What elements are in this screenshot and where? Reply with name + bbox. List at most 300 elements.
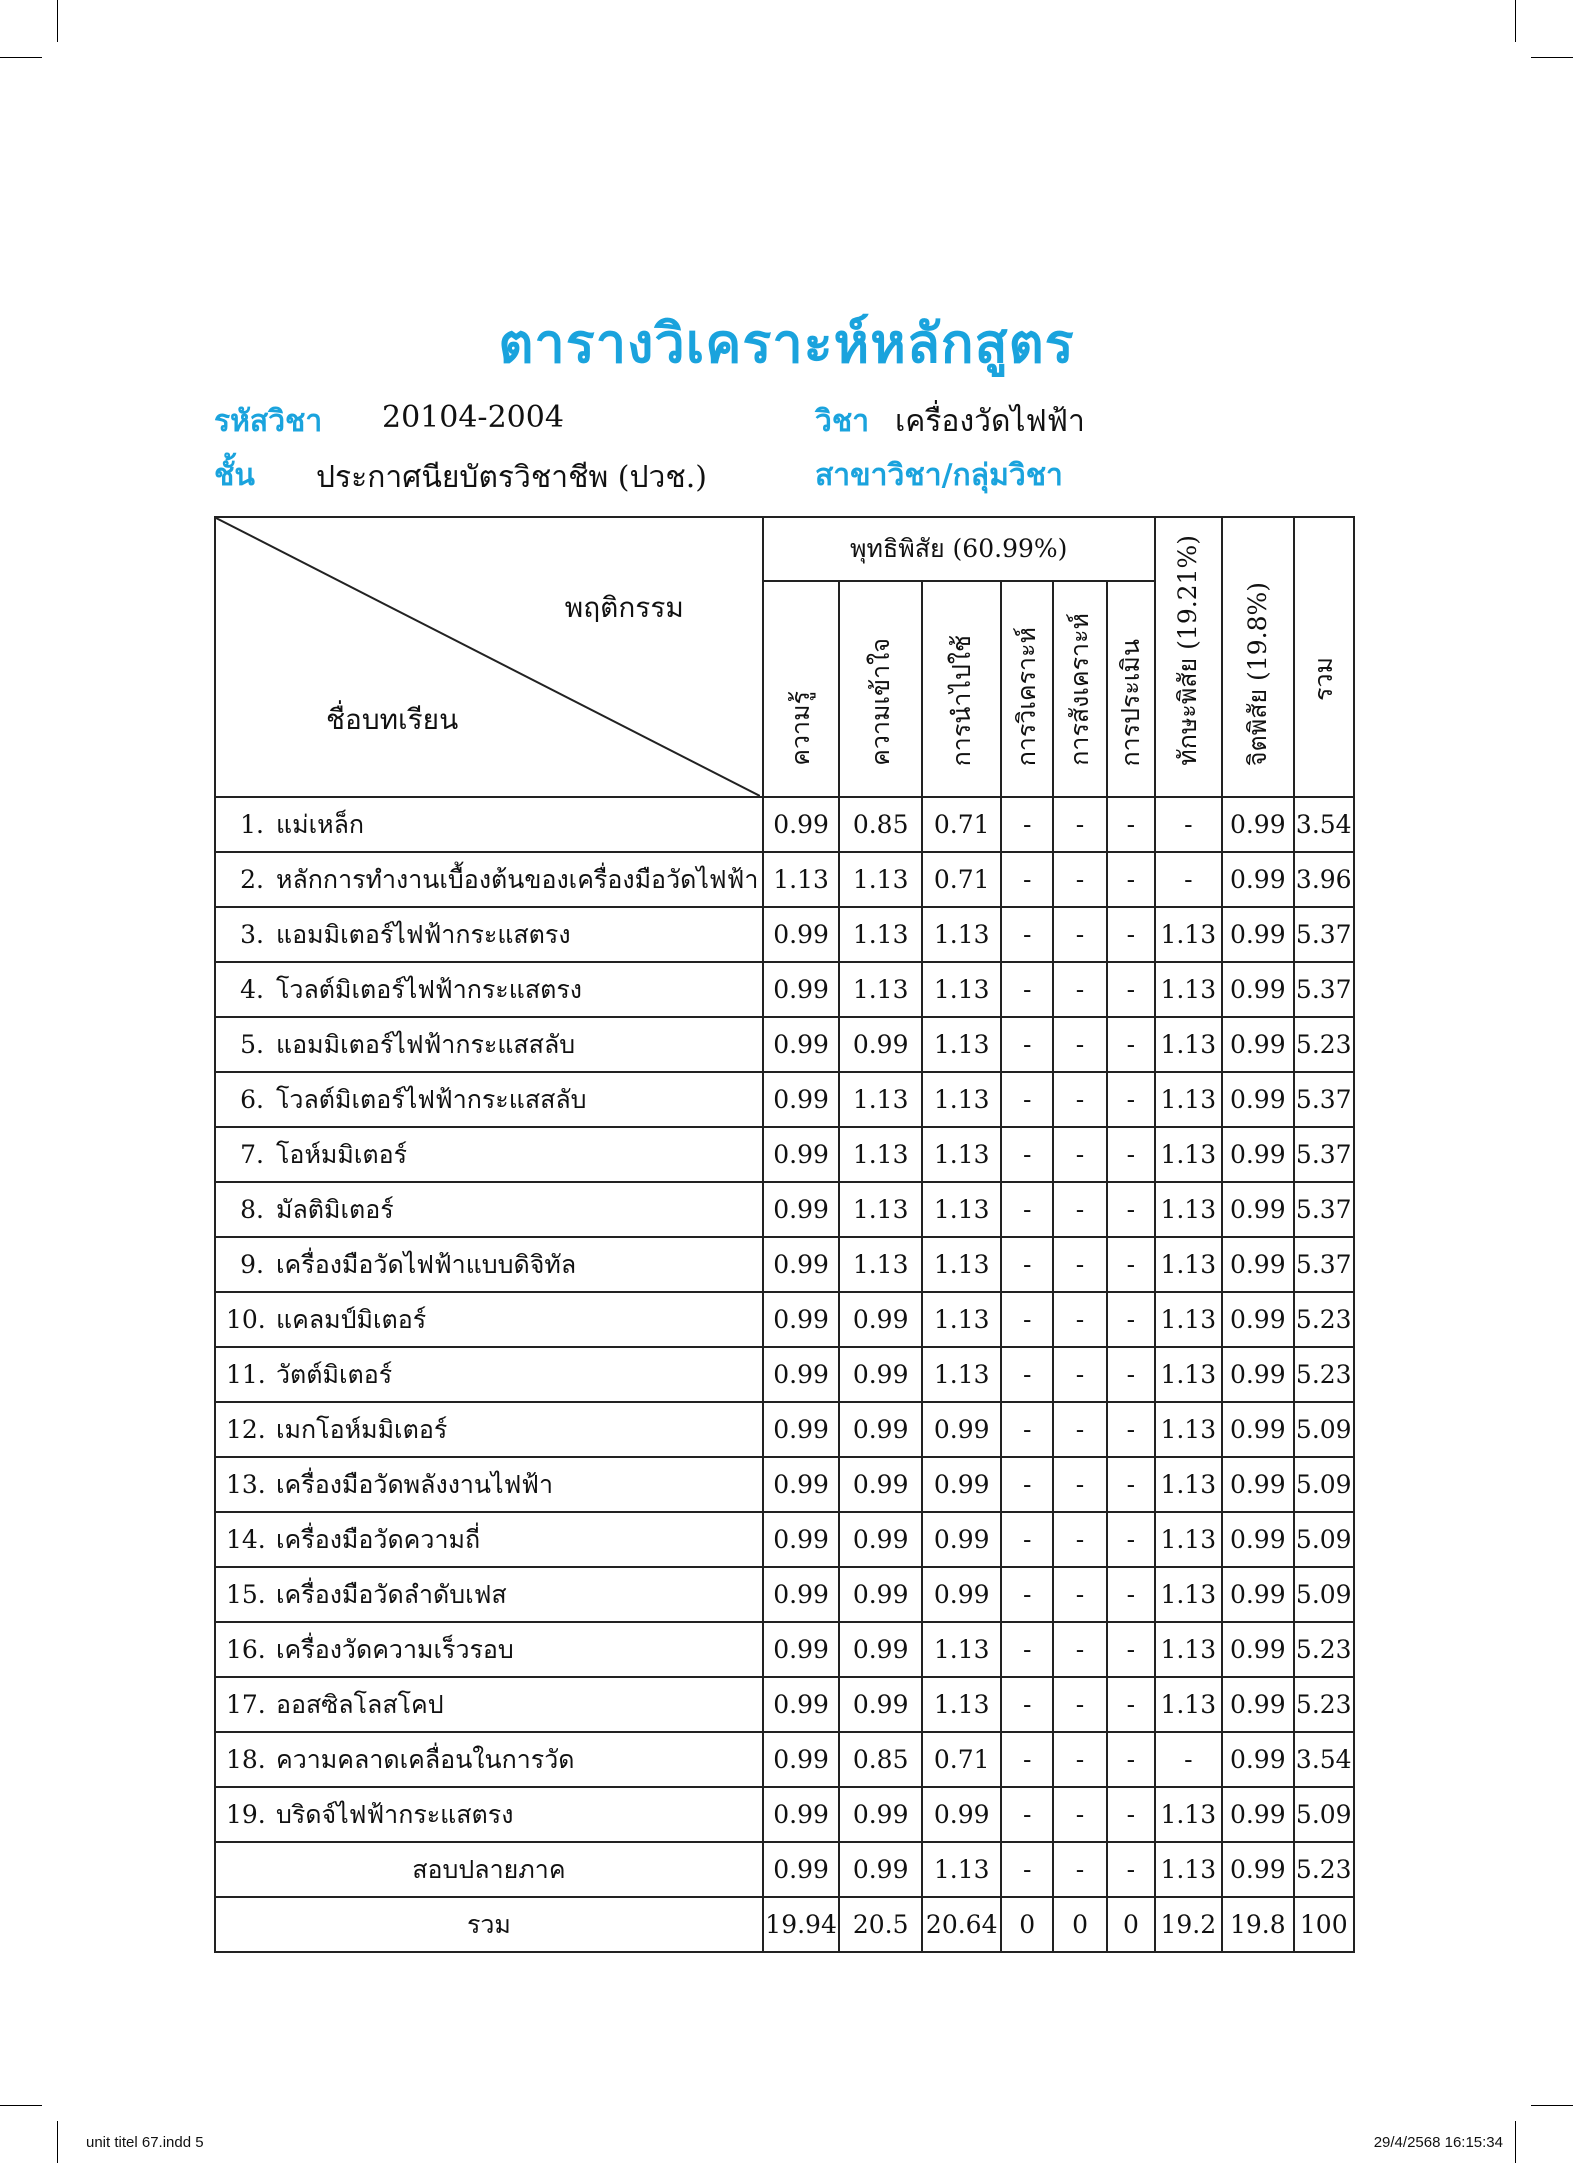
lesson-name-cell bbox=[215, 1292, 763, 1347]
col-synthesis: การสังเคราะห์ bbox=[1053, 581, 1107, 797]
value-cell: 1.13 bbox=[922, 1072, 1002, 1127]
lesson-label: ชื่อบทเรียน bbox=[326, 703, 459, 736]
value-cell: 1.13 bbox=[839, 907, 922, 962]
lesson-name: วัตต์มิเตอร์ bbox=[276, 1359, 393, 1389]
table-row bbox=[215, 1072, 1354, 1127]
value-cell: - bbox=[1107, 1732, 1154, 1787]
value-cell: 5.23 bbox=[1294, 1622, 1354, 1677]
lesson-name-cell bbox=[215, 962, 763, 1017]
value-cell: - bbox=[1053, 1347, 1107, 1402]
value-cell: 0.99 bbox=[1222, 1017, 1294, 1072]
value-cell: - bbox=[1107, 1402, 1154, 1457]
value-cell: - bbox=[1053, 1787, 1107, 1842]
behavior-label: พฤติกรรม bbox=[564, 591, 684, 624]
value-cell: - bbox=[1001, 1347, 1052, 1402]
lesson-number: 1. bbox=[240, 809, 264, 839]
value-cell: - bbox=[1107, 1787, 1154, 1842]
value-cell: 0.99 bbox=[839, 1567, 922, 1622]
lesson-number: 15. bbox=[226, 1579, 266, 1609]
value-cell: 5.37 bbox=[1294, 907, 1354, 962]
table-row bbox=[215, 1182, 1354, 1237]
value-cell: 1.13 bbox=[839, 1072, 922, 1127]
curriculum-analysis-table bbox=[214, 516, 1355, 1953]
value-cell: 3.96 bbox=[1294, 852, 1354, 907]
value-cell: 0 bbox=[1001, 1897, 1052, 1952]
lesson-name: เครื่องมือวัดลำดับเฟส bbox=[276, 1579, 507, 1609]
table-row bbox=[215, 1567, 1354, 1622]
lesson-name: โอห์มมิเตอร์ bbox=[276, 1139, 408, 1169]
value-cell: 19.2 bbox=[1155, 1897, 1222, 1952]
table-body bbox=[215, 797, 1354, 1952]
value-cell: 0.99 bbox=[1222, 1787, 1294, 1842]
value-cell: 0.99 bbox=[922, 1787, 1002, 1842]
value-cell: 5.09 bbox=[1294, 1567, 1354, 1622]
lesson-name-cell bbox=[215, 1017, 763, 1072]
crop-mark bbox=[1515, 2121, 1516, 2163]
value-cell: 0.99 bbox=[763, 1842, 840, 1897]
value-cell: 0 bbox=[1053, 1897, 1107, 1952]
value-cell: 0.99 bbox=[922, 1567, 1002, 1622]
value-cell: - bbox=[1107, 907, 1154, 962]
value-cell: 0.99 bbox=[1222, 1182, 1294, 1237]
footer-timestamp: 29/4/2568 16:15:34 bbox=[1373, 2134, 1503, 2151]
subject-value: เครื่องวัดไฟฟ้า bbox=[895, 404, 1085, 439]
value-cell: 1.13 bbox=[1155, 1402, 1222, 1457]
value-cell: - bbox=[1001, 1567, 1052, 1622]
value-cell: 0.71 bbox=[922, 1732, 1002, 1787]
value-cell: 1.13 bbox=[1155, 1072, 1222, 1127]
table-row bbox=[215, 907, 1354, 962]
value-cell: 0.99 bbox=[763, 1787, 840, 1842]
lesson-name-cell bbox=[215, 1402, 763, 1457]
diagonal-header-cell bbox=[215, 517, 763, 797]
value-cell: - bbox=[1107, 1347, 1154, 1402]
lesson-number: 7. bbox=[240, 1139, 264, 1169]
value-cell: 1.13 bbox=[922, 1017, 1002, 1072]
lesson-name: เครื่องวัดความเร็วรอบ bbox=[276, 1634, 514, 1664]
col-knowledge: ความรู้ bbox=[763, 581, 840, 797]
subject-label: วิชา bbox=[815, 404, 870, 439]
value-cell: 3.54 bbox=[1294, 797, 1354, 852]
value-cell: 0.99 bbox=[763, 1567, 840, 1622]
value-cell: 1.13 bbox=[839, 852, 922, 907]
course-code-value: 20104-2004 bbox=[382, 400, 564, 435]
lesson-name-cell bbox=[215, 1237, 763, 1292]
value-cell: 0.99 bbox=[763, 1512, 840, 1567]
lesson-name: เครื่องมือวัดไฟฟ้าแบบดิจิทัล bbox=[276, 1249, 577, 1279]
value-cell: - bbox=[1155, 852, 1222, 907]
course-code-label: รหัสวิชา bbox=[214, 404, 323, 439]
value-cell: 1.13 bbox=[922, 1237, 1002, 1292]
value-cell: 0.71 bbox=[922, 797, 1002, 852]
value-cell: 0.99 bbox=[1222, 1842, 1294, 1897]
lesson-number: 3. bbox=[240, 919, 264, 949]
value-cell: 1.13 bbox=[1155, 1017, 1222, 1072]
value-cell: - bbox=[1107, 1237, 1154, 1292]
lesson-name-cell bbox=[215, 1072, 763, 1127]
value-cell: - bbox=[1001, 1457, 1052, 1512]
value-cell: 1.13 bbox=[922, 1292, 1002, 1347]
lesson-name: เครื่องมือวัดพลังงานไฟฟ้า bbox=[276, 1469, 554, 1499]
value-cell: 20.5 bbox=[839, 1897, 922, 1952]
value-cell: - bbox=[1107, 797, 1154, 852]
lesson-number: 11. bbox=[226, 1359, 266, 1389]
footer-file: unit titel 67.indd 5 bbox=[86, 2134, 204, 2151]
value-cell: 0.99 bbox=[839, 1347, 922, 1402]
crop-mark bbox=[1515, 0, 1516, 42]
lesson-number: 16. bbox=[226, 1634, 266, 1664]
value-cell: 1.13 bbox=[839, 1182, 922, 1237]
final-exam-label: สอบปลายภาค bbox=[215, 1842, 763, 1897]
value-cell: 19.8 bbox=[1222, 1897, 1294, 1952]
value-cell: 1.13 bbox=[839, 1127, 922, 1182]
final-exam-row bbox=[215, 1842, 1354, 1897]
lesson-name: เครื่องมือวัดความถี่ bbox=[276, 1524, 481, 1554]
value-cell: 0.99 bbox=[1222, 1292, 1294, 1347]
lesson-name: มัลติมิเตอร์ bbox=[276, 1194, 394, 1224]
value-cell: 1.13 bbox=[922, 962, 1002, 1017]
value-cell: - bbox=[1107, 1072, 1154, 1127]
value-cell: - bbox=[1155, 797, 1222, 852]
value-cell: - bbox=[1001, 1402, 1052, 1457]
value-cell: - bbox=[1001, 1292, 1052, 1347]
lesson-number: 13. bbox=[226, 1469, 266, 1499]
lesson-name: ความคลาดเคลื่อนในการวัด bbox=[276, 1744, 575, 1774]
lesson-number: 12. bbox=[226, 1414, 266, 1444]
value-cell: 0.99 bbox=[839, 1842, 922, 1897]
value-cell: - bbox=[1053, 1292, 1107, 1347]
value-cell: 0.99 bbox=[839, 1677, 922, 1732]
lesson-name: โวลต์มิเตอร์ไฟฟ้ากระแสสลับ bbox=[276, 1084, 587, 1114]
value-cell: 1.13 bbox=[1155, 1567, 1222, 1622]
table-row bbox=[215, 797, 1354, 852]
total-column-header: รวม bbox=[1294, 517, 1354, 797]
value-cell: - bbox=[1053, 1567, 1107, 1622]
value-cell: 1.13 bbox=[1155, 1182, 1222, 1237]
value-cell: 0.99 bbox=[1222, 1402, 1294, 1457]
value-cell: 5.23 bbox=[1294, 1677, 1354, 1732]
crop-mark bbox=[0, 2105, 42, 2106]
value-cell: 0.99 bbox=[763, 1622, 840, 1677]
level-value: ประกาศนียบัตรวิชาชีพ (ปวช.) bbox=[316, 460, 707, 495]
value-cell: 0.99 bbox=[763, 1237, 840, 1292]
table-row bbox=[215, 1787, 1354, 1842]
value-cell: - bbox=[1053, 962, 1107, 1017]
branch-label: สาขาวิชา/กลุ่มวิชา bbox=[815, 458, 1063, 493]
skill-domain-header: ทักษะพิสัย (19.21%) bbox=[1155, 517, 1222, 797]
lesson-name-cell bbox=[215, 1567, 763, 1622]
value-cell: - bbox=[1053, 1017, 1107, 1072]
lesson-name: เมกโอห์มมิเตอร์ bbox=[276, 1414, 448, 1444]
value-cell: 1.13 bbox=[1155, 1622, 1222, 1677]
value-cell: 5.09 bbox=[1294, 1787, 1354, 1842]
value-cell: 0.85 bbox=[839, 1732, 922, 1787]
table-row bbox=[215, 1622, 1354, 1677]
table-row bbox=[215, 852, 1354, 907]
value-cell: 1.13 bbox=[1155, 907, 1222, 962]
value-cell: - bbox=[1001, 1017, 1052, 1072]
col-application: การนำไปใช้ bbox=[922, 581, 1002, 797]
value-cell: - bbox=[1107, 962, 1154, 1017]
value-cell: 1.13 bbox=[1155, 1292, 1222, 1347]
value-cell: 1.13 bbox=[1155, 1347, 1222, 1402]
value-cell: - bbox=[1001, 1072, 1052, 1127]
value-cell: 0.99 bbox=[1222, 1512, 1294, 1567]
value-cell: - bbox=[1053, 1402, 1107, 1457]
lesson-number: 18. bbox=[226, 1744, 266, 1774]
value-cell: - bbox=[1053, 852, 1107, 907]
page-title: ตารางวิเคราะห์หลักสูตร bbox=[498, 312, 1075, 375]
table-row bbox=[215, 1457, 1354, 1512]
value-cell: 0.99 bbox=[839, 1017, 922, 1072]
value-cell: 1.13 bbox=[839, 962, 922, 1017]
value-cell: 0.99 bbox=[1222, 1457, 1294, 1512]
lesson-name: แม่เหล็ก bbox=[276, 809, 365, 839]
lesson-name-cell bbox=[215, 1677, 763, 1732]
affective-domain-header: จิตพิสัย (19.8%) bbox=[1222, 517, 1294, 797]
value-cell: 5.09 bbox=[1294, 1457, 1354, 1512]
table-row bbox=[215, 1292, 1354, 1347]
value-cell: - bbox=[1001, 1182, 1052, 1237]
value-cell: - bbox=[1053, 1072, 1107, 1127]
lesson-name: โวลต์มิเตอร์ไฟฟ้ากระแสตรง bbox=[276, 974, 582, 1004]
crop-mark bbox=[1531, 2105, 1573, 2106]
lesson-name-cell bbox=[215, 1732, 763, 1787]
lesson-name: หลักการทำงานเบื้องต้นของเครื่องมือวัดไฟฟ้า bbox=[276, 864, 759, 894]
value-cell: 0.99 bbox=[763, 1402, 840, 1457]
value-cell: 0.99 bbox=[763, 1182, 840, 1237]
value-cell: 5.37 bbox=[1294, 1237, 1354, 1292]
value-cell: - bbox=[1107, 1842, 1154, 1897]
value-cell: 0.99 bbox=[839, 1292, 922, 1347]
value-cell: 0.99 bbox=[839, 1402, 922, 1457]
value-cell: 1.13 bbox=[1155, 962, 1222, 1017]
table-row bbox=[215, 1127, 1354, 1182]
value-cell: - bbox=[1107, 1292, 1154, 1347]
col-analysis: การวิเคราะห์ bbox=[1001, 581, 1052, 797]
value-cell: 0.99 bbox=[839, 1787, 922, 1842]
value-cell: - bbox=[1001, 797, 1052, 852]
value-cell: - bbox=[1107, 1017, 1154, 1072]
table-row bbox=[215, 1732, 1354, 1787]
lesson-name-cell bbox=[215, 1622, 763, 1677]
lesson-name: แอมมิเตอร์ไฟฟ้ากระแสสลับ bbox=[276, 1029, 576, 1059]
value-cell: 0.99 bbox=[839, 1622, 922, 1677]
table-row bbox=[215, 1512, 1354, 1567]
value-cell: 0.99 bbox=[1222, 1677, 1294, 1732]
value-cell: - bbox=[1107, 1512, 1154, 1567]
value-cell: - bbox=[1001, 1732, 1052, 1787]
value-cell: - bbox=[1001, 852, 1052, 907]
total-row bbox=[215, 1897, 1354, 1952]
lesson-name-cell bbox=[215, 1182, 763, 1237]
value-cell: 0.99 bbox=[1222, 1127, 1294, 1182]
value-cell: 1.13 bbox=[1155, 1677, 1222, 1732]
value-cell: 1.13 bbox=[922, 907, 1002, 962]
level-label: ชั้น bbox=[214, 458, 255, 493]
value-cell: - bbox=[1107, 1567, 1154, 1622]
table-row bbox=[215, 1402, 1354, 1457]
value-cell: - bbox=[1107, 1457, 1154, 1512]
value-cell: 100 bbox=[1294, 1897, 1354, 1952]
lesson-name-cell bbox=[215, 1347, 763, 1402]
lesson-number: 14. bbox=[226, 1524, 266, 1554]
value-cell: - bbox=[1053, 1622, 1107, 1677]
value-cell: - bbox=[1155, 1732, 1222, 1787]
lesson-name-cell bbox=[215, 1457, 763, 1512]
lesson-name: ออสซิลโลสโคป bbox=[276, 1689, 444, 1719]
value-cell: - bbox=[1001, 1237, 1052, 1292]
value-cell: - bbox=[1001, 1787, 1052, 1842]
value-cell: 5.37 bbox=[1294, 1127, 1354, 1182]
value-cell: 0.99 bbox=[763, 1677, 840, 1732]
value-cell: - bbox=[1107, 1182, 1154, 1237]
value-cell: - bbox=[1107, 852, 1154, 907]
value-cell: 0.99 bbox=[763, 1292, 840, 1347]
value-cell: 0.99 bbox=[763, 1457, 840, 1512]
value-cell: 19.94 bbox=[763, 1897, 840, 1952]
value-cell: - bbox=[1107, 1622, 1154, 1677]
value-cell: - bbox=[1053, 1457, 1107, 1512]
value-cell: 5.09 bbox=[1294, 1512, 1354, 1567]
value-cell: 0.99 bbox=[763, 1732, 840, 1787]
value-cell: 0.99 bbox=[763, 797, 840, 852]
value-cell: - bbox=[1001, 907, 1052, 962]
value-cell: 0.99 bbox=[763, 1347, 840, 1402]
table-row bbox=[215, 1237, 1354, 1292]
value-cell: 0.99 bbox=[1222, 907, 1294, 962]
value-cell: 0.99 bbox=[1222, 1567, 1294, 1622]
lesson-name: บริดจ์ไฟฟ้ากระแสตรง bbox=[276, 1799, 514, 1829]
lesson-name-cell bbox=[215, 907, 763, 962]
diagonal-line bbox=[216, 518, 760, 796]
lesson-number: 8. bbox=[240, 1194, 264, 1224]
lesson-name-cell bbox=[215, 1512, 763, 1567]
value-cell: 0.99 bbox=[763, 962, 840, 1017]
crop-mark bbox=[1531, 57, 1573, 58]
value-cell: 0.99 bbox=[922, 1457, 1002, 1512]
value-cell: - bbox=[1053, 1127, 1107, 1182]
value-cell: 1.13 bbox=[1155, 1842, 1222, 1897]
value-cell: 0.99 bbox=[763, 1017, 840, 1072]
value-cell: 5.37 bbox=[1294, 962, 1354, 1017]
value-cell: 0.71 bbox=[922, 852, 1002, 907]
value-cell: - bbox=[1107, 1127, 1154, 1182]
value-cell: - bbox=[1053, 1512, 1107, 1567]
value-cell: - bbox=[1053, 1842, 1107, 1897]
value-cell: 0.99 bbox=[839, 1512, 922, 1567]
lesson-number: 2. bbox=[240, 864, 264, 894]
lesson-name: แคลมป์มิเตอร์ bbox=[276, 1304, 427, 1334]
value-cell: 5.37 bbox=[1294, 1182, 1354, 1237]
value-cell: 0.99 bbox=[1222, 1347, 1294, 1402]
value-cell: 1.13 bbox=[763, 852, 840, 907]
value-cell: 0 bbox=[1107, 1897, 1154, 1952]
lesson-name: แอมมิเตอร์ไฟฟ้ากระแสตรง bbox=[276, 919, 571, 949]
lesson-number: 19. bbox=[226, 1799, 266, 1829]
col-comprehension: ความเข้าใจ bbox=[839, 581, 922, 797]
value-cell: - bbox=[1001, 1512, 1052, 1567]
value-cell: 0.99 bbox=[1222, 1072, 1294, 1127]
value-cell: 0.99 bbox=[1222, 1732, 1294, 1787]
value-cell: - bbox=[1001, 962, 1052, 1017]
value-cell: 5.37 bbox=[1294, 1072, 1354, 1127]
value-cell: 5.23 bbox=[1294, 1017, 1354, 1072]
value-cell: 0.85 bbox=[839, 797, 922, 852]
value-cell: 0.99 bbox=[1222, 1237, 1294, 1292]
value-cell: 3.54 bbox=[1294, 1732, 1354, 1787]
value-cell: 1.13 bbox=[1155, 1127, 1222, 1182]
table-row bbox=[215, 962, 1354, 1017]
value-cell: 1.13 bbox=[922, 1622, 1002, 1677]
lesson-number: 17. bbox=[226, 1689, 266, 1719]
value-cell: - bbox=[1001, 1127, 1052, 1182]
crop-mark bbox=[57, 0, 58, 42]
lesson-number: 9. bbox=[240, 1249, 264, 1279]
table-row bbox=[215, 1677, 1354, 1732]
lesson-name-cell bbox=[215, 1127, 763, 1182]
value-cell: - bbox=[1107, 1677, 1154, 1732]
value-cell: 0.99 bbox=[1222, 852, 1294, 907]
value-cell: 1.13 bbox=[1155, 1512, 1222, 1567]
lesson-name-cell bbox=[215, 852, 763, 907]
crop-mark bbox=[0, 57, 42, 58]
value-cell: - bbox=[1053, 1182, 1107, 1237]
value-cell: 5.23 bbox=[1294, 1842, 1354, 1897]
value-cell: 0.99 bbox=[1222, 1622, 1294, 1677]
value-cell: 5.23 bbox=[1294, 1347, 1354, 1402]
value-cell: 0.99 bbox=[839, 1457, 922, 1512]
value-cell: - bbox=[1001, 1677, 1052, 1732]
value-cell: 1.13 bbox=[1155, 1457, 1222, 1512]
value-cell: - bbox=[1001, 1842, 1052, 1897]
value-cell: 0.99 bbox=[763, 1127, 840, 1182]
value-cell: 1.13 bbox=[922, 1182, 1002, 1237]
value-cell: 1.13 bbox=[922, 1127, 1002, 1182]
col-evaluation: การประเมิน bbox=[1107, 581, 1154, 797]
value-cell: 20.64 bbox=[922, 1897, 1002, 1952]
value-cell: 0.99 bbox=[1222, 797, 1294, 852]
value-cell: 5.09 bbox=[1294, 1402, 1354, 1457]
value-cell: - bbox=[1053, 1732, 1107, 1787]
lesson-number: 4. bbox=[240, 974, 264, 1004]
value-cell: - bbox=[1053, 907, 1107, 962]
value-cell: 5.23 bbox=[1294, 1292, 1354, 1347]
cognitive-domain-header: พุทธิพิสัย (60.99%) bbox=[763, 517, 1155, 581]
value-cell: 0.99 bbox=[763, 1072, 840, 1127]
value-cell: 1.13 bbox=[922, 1347, 1002, 1402]
value-cell: 0.99 bbox=[763, 907, 840, 962]
value-cell: - bbox=[1053, 1677, 1107, 1732]
lesson-number: 10. bbox=[226, 1304, 266, 1334]
value-cell: 1.13 bbox=[1155, 1787, 1222, 1842]
lesson-name-cell bbox=[215, 797, 763, 852]
value-cell: 1.13 bbox=[839, 1237, 922, 1292]
value-cell: 1.13 bbox=[922, 1677, 1002, 1732]
lesson-number: 5. bbox=[240, 1029, 264, 1059]
lesson-number: 6. bbox=[240, 1084, 264, 1114]
total-label: รวม bbox=[215, 1897, 763, 1952]
crop-mark bbox=[57, 2121, 58, 2163]
table-row bbox=[215, 1017, 1354, 1072]
value-cell: 1.13 bbox=[922, 1842, 1002, 1897]
lesson-name-cell bbox=[215, 1787, 763, 1842]
value-cell: 0.99 bbox=[1222, 962, 1294, 1017]
value-cell: - bbox=[1053, 797, 1107, 852]
value-cell: 0.99 bbox=[922, 1402, 1002, 1457]
value-cell: - bbox=[1001, 1622, 1052, 1677]
table-row bbox=[215, 1347, 1354, 1402]
